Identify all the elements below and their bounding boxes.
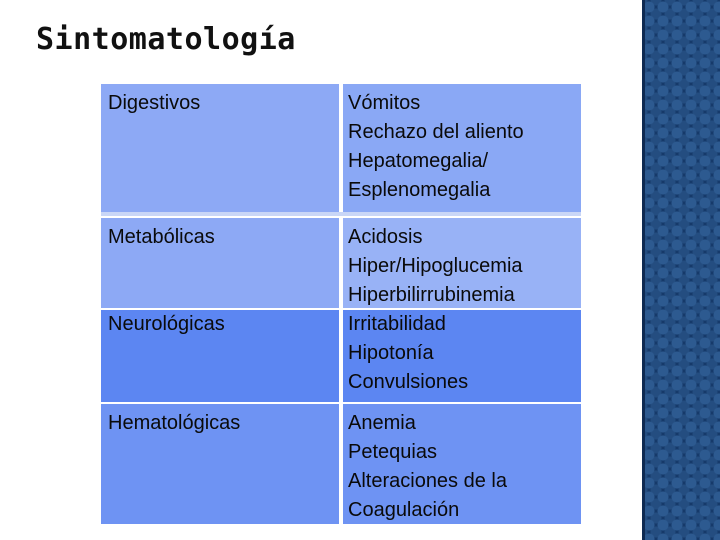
category-cell-hematologicas: [101, 404, 339, 524]
category-cell-neurologicas: [101, 310, 339, 402]
symptom-item: Hepatomegalia/: [348, 150, 489, 172]
category-label: Digestivos: [108, 92, 201, 114]
category-cell-metabolicas: [101, 218, 339, 308]
decorative-side-pattern: [642, 0, 720, 540]
symptom-item: Acidosis: [348, 226, 423, 248]
decorative-side-edge: [642, 0, 645, 540]
slide-title: Sintomatología: [36, 22, 296, 57]
symptom-item: Anemia: [348, 412, 416, 434]
symptom-item: Hiperbilirrubinemia: [348, 284, 515, 306]
symptoms-cell-digestivos: [343, 84, 581, 212]
symptom-item: Esplenomegalia: [348, 179, 491, 201]
symptoms-cell-hematologicas: [343, 404, 581, 524]
symptom-item: Irritabilidad: [348, 313, 446, 335]
row-divider: [101, 212, 581, 216]
symptom-item: Hiper/Hipoglucemia: [348, 255, 523, 277]
category-label: Metabólicas: [108, 226, 215, 248]
symptom-item: Vómitos: [348, 92, 421, 114]
symptom-item: Petequias: [348, 441, 437, 463]
symptom-item: Rechazo del aliento: [348, 121, 524, 143]
symptom-item: Alteraciones de la: [348, 470, 507, 492]
category-label: Hematológicas: [108, 412, 241, 434]
symptoms-cell-neurologicas: [343, 310, 581, 402]
symptom-item: Hipotonía: [348, 342, 434, 364]
symptom-item: Convulsiones: [348, 371, 469, 393]
symptoms-table: [101, 84, 581, 524]
symptom-item: Coagulación: [348, 499, 460, 521]
category-cell-digestivos: [101, 84, 339, 212]
category-label: Neurológicas: [108, 313, 225, 335]
symptoms-cell-metabolicas: [343, 218, 581, 308]
